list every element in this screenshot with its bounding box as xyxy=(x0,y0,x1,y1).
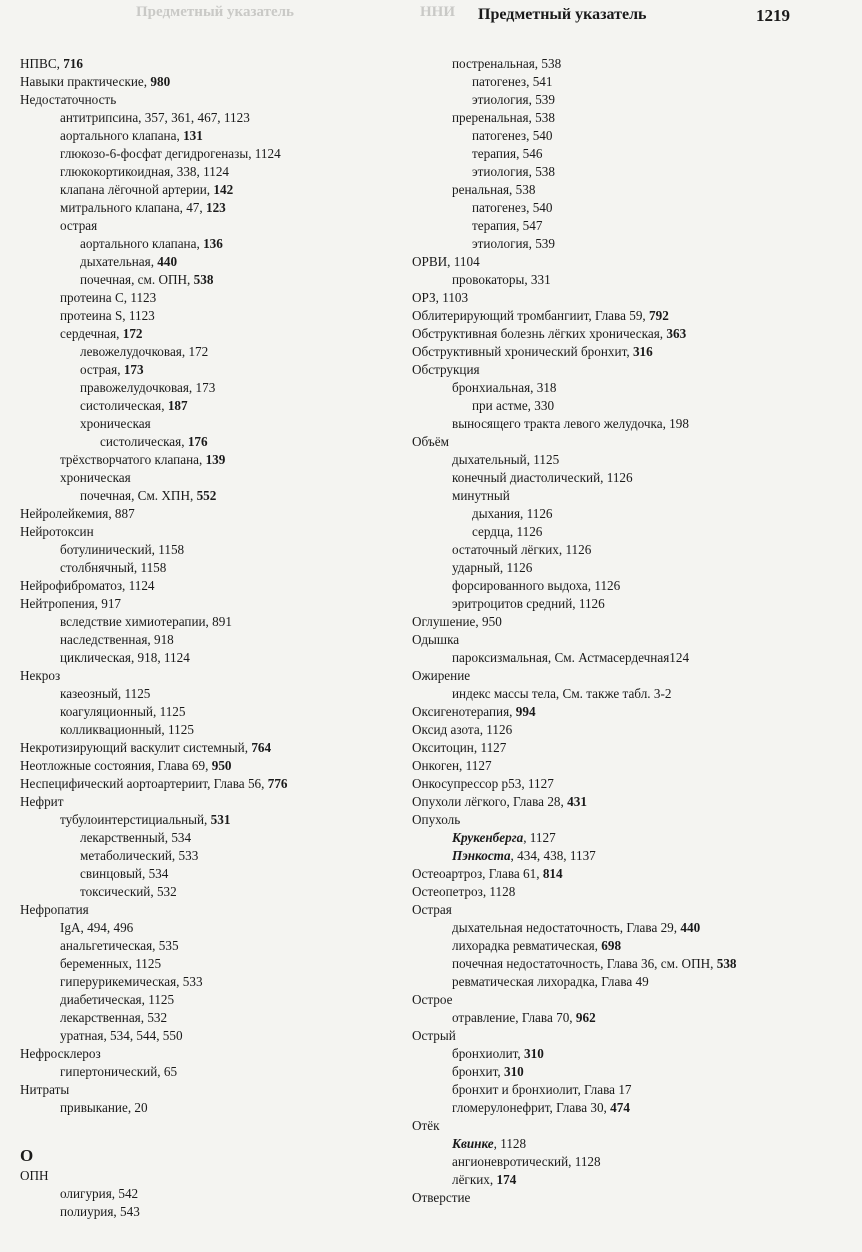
entry-text: Нейтропения, 917 xyxy=(20,596,122,611)
index-entry xyxy=(412,145,812,163)
index-entry xyxy=(412,685,812,703)
entry-text: анальгетическая, 535 xyxy=(60,938,179,953)
index-entry xyxy=(412,847,812,865)
entry-text: ОРВИ, 1104 xyxy=(412,254,480,269)
entry-text: бронхиолит, xyxy=(452,1046,525,1061)
entry-text: хроническая xyxy=(80,416,151,431)
entry-text: бронхит, xyxy=(452,1064,504,1079)
index-entry xyxy=(20,145,420,163)
index-entry xyxy=(20,847,420,865)
index-entry xyxy=(412,613,812,631)
index-entry xyxy=(412,55,812,73)
entry-text: преренальная, 538 xyxy=(452,110,555,125)
entry-text: ударный, 1126 xyxy=(452,560,533,575)
entry-text: при астме, 330 xyxy=(472,398,555,413)
entry-text: сердца, 1126 xyxy=(472,524,543,539)
entry-text: митрального клапана, 47, xyxy=(60,200,206,215)
index-entry xyxy=(20,343,420,361)
entry-text: дыхательный, 1125 xyxy=(452,452,560,467)
index-entry xyxy=(20,505,420,523)
entry-main-page: 173 xyxy=(123,362,144,377)
entry-main-page: 172 xyxy=(122,326,143,341)
index-entry xyxy=(412,1045,812,1063)
index-entry xyxy=(20,451,420,469)
section-letter-heading: О xyxy=(20,1146,34,1165)
index-entry xyxy=(20,1203,420,1221)
index-column-right xyxy=(412,55,812,1207)
entry-eponym: Крукенберга xyxy=(452,830,524,845)
entry-text: , 1128 xyxy=(493,1136,527,1151)
entry-text: антитрипсина, 357, 361, 467, 1123 xyxy=(60,110,250,125)
index-entry xyxy=(20,1081,420,1099)
section-gap xyxy=(20,1117,420,1135)
entry-text: эритроцитов средний, 1126 xyxy=(452,596,605,611)
index-entry xyxy=(412,523,812,541)
entry-text: гипертонический, 65 xyxy=(60,1064,178,1079)
entry-text: олигурия, 542 xyxy=(60,1186,139,1201)
index-entry xyxy=(20,919,420,937)
entry-main-page: 363 xyxy=(666,326,687,341)
index-entry xyxy=(412,631,812,649)
index-entry xyxy=(412,1081,812,1099)
entry-text: лекарственный, 534 xyxy=(80,830,192,845)
index-entry xyxy=(20,1027,420,1045)
index-entry xyxy=(412,559,812,577)
index-entry xyxy=(412,793,812,811)
index-entry xyxy=(412,757,812,775)
entry-main-page: 764 xyxy=(251,740,272,755)
index-entry xyxy=(20,235,420,253)
entry-text: этиология, 538 xyxy=(472,164,555,179)
index-entry xyxy=(20,613,420,631)
entry-text: постренальная, 538 xyxy=(452,56,562,71)
entry-text: токсический, 532 xyxy=(80,884,177,899)
entry-main-page: 174 xyxy=(496,1172,517,1187)
entry-text: трёхстворчатого клапана, xyxy=(60,452,206,467)
index-entry xyxy=(20,703,420,721)
index-entry xyxy=(20,559,420,577)
index-entry xyxy=(412,271,812,289)
entry-main-page: 552 xyxy=(196,488,217,503)
index-entry xyxy=(20,865,420,883)
entry-text: казеозный, 1125 xyxy=(60,686,151,701)
index-column-left xyxy=(20,55,420,1221)
entry-text: Навыки практические, xyxy=(20,74,151,89)
index-entry xyxy=(412,595,812,613)
index-entry xyxy=(412,919,812,937)
entry-text: почечная недостаточность, Глава 36, см. ОПН, xyxy=(452,956,717,971)
entry-text: почечная, См. ХПН, xyxy=(80,488,197,503)
index-entry xyxy=(412,505,812,523)
index-entry xyxy=(412,487,812,505)
entry-text: Недостаточность xyxy=(20,92,117,107)
index-entry xyxy=(412,721,812,739)
entry-text: Обструкция xyxy=(412,362,480,377)
entry-text: терапия, 546 xyxy=(472,146,543,161)
entry-text: свинцовый, 534 xyxy=(80,866,169,881)
entry-text: индекс массы тела, См. также табл. 3-2 xyxy=(452,686,672,701)
entry-text: отравление, Глава 70, xyxy=(452,1010,576,1025)
index-entry xyxy=(412,1189,812,1207)
index-entry xyxy=(412,1117,812,1135)
entry-eponym: Квинке xyxy=(452,1136,494,1151)
index-entry xyxy=(20,1045,420,1063)
index-entry xyxy=(20,667,420,685)
entry-text: патогенез, 540 xyxy=(472,200,553,215)
index-entry xyxy=(412,307,812,325)
index-entry xyxy=(20,181,420,199)
entry-text: коагуляционный, 1125 xyxy=(60,704,186,719)
index-entry xyxy=(412,811,812,829)
entry-text: Онкосупрессор p53, 1127 xyxy=(412,776,554,791)
entry-main-page: 131 xyxy=(183,128,203,143)
index-entry xyxy=(20,901,420,919)
entry-main-page: 716 xyxy=(63,56,84,71)
entry-text: Обструктивный хронический бронхит, xyxy=(412,344,633,359)
index-entry xyxy=(412,217,812,235)
entry-text: беременных, 1125 xyxy=(60,956,162,971)
entry-text: уратная, 534, 544, 550 xyxy=(60,1028,183,1043)
index-entry xyxy=(412,577,812,595)
entry-text: Опухоль xyxy=(412,812,461,827)
index-entry xyxy=(412,397,812,415)
entry-text: Острая xyxy=(412,902,452,917)
index-entry xyxy=(412,667,812,685)
index-entry xyxy=(20,811,420,829)
entry-text: Одышка xyxy=(412,632,460,647)
entry-text: привыкание, 20 xyxy=(60,1100,148,1115)
index-entry xyxy=(20,91,420,109)
entry-text: этиология, 539 xyxy=(472,236,555,251)
index-entry xyxy=(20,397,420,415)
index-entry xyxy=(412,955,812,973)
index-entry xyxy=(412,415,812,433)
index-entry xyxy=(412,361,812,379)
index-entry xyxy=(412,469,812,487)
entry-text: острая, xyxy=(80,362,124,377)
entry-main-page: 136 xyxy=(203,236,223,251)
entry-main-page: 814 xyxy=(542,866,563,881)
index-entry xyxy=(412,775,812,793)
entry-main-page: 538 xyxy=(716,956,737,971)
index-entry xyxy=(20,289,420,307)
entry-text: Нейротоксин xyxy=(20,524,94,539)
entry-main-page: 776 xyxy=(267,776,288,791)
entry-text: остаточный лёгких, 1126 xyxy=(452,542,592,557)
entry-text: , 1127 xyxy=(523,830,556,845)
entry-text: Нефропатия xyxy=(20,902,89,917)
index-entry xyxy=(20,307,420,325)
entry-main-page: 316 xyxy=(632,344,653,359)
entry-main-page: 176 xyxy=(187,434,208,449)
entry-text: систолическая, xyxy=(80,398,168,413)
index-entry xyxy=(20,109,420,127)
entry-text: терапия, 547 xyxy=(472,218,543,233)
entry-text: форсированного выдоха, 1126 xyxy=(452,578,621,593)
entry-text: диабетическая, 1125 xyxy=(60,992,175,1007)
entry-text: Острое xyxy=(412,992,453,1007)
index-entry xyxy=(412,73,812,91)
entry-text: Объём xyxy=(412,434,449,449)
entry-text: Отверстие xyxy=(412,1190,471,1205)
bleed-through-header-left: Предметный указатель xyxy=(136,4,294,20)
entry-text: протеина S, 1123 xyxy=(60,308,155,323)
page-number: 1219 xyxy=(756,6,790,25)
entry-text: лёгких, xyxy=(452,1172,497,1187)
entry-text: дыхания, 1126 xyxy=(472,506,553,521)
index-entry xyxy=(412,703,812,721)
index-entry xyxy=(412,739,812,757)
index-entry xyxy=(412,253,812,271)
entry-text: Оксид азота, 1126 xyxy=(412,722,513,737)
entry-text: Неотложные состояния, Глава 69, xyxy=(20,758,212,773)
entry-text: минутный xyxy=(452,488,510,503)
index-entry xyxy=(20,739,420,757)
index-entry xyxy=(20,973,420,991)
entry-main-page: 310 xyxy=(503,1064,524,1079)
entry-text: конечный диастолический, 1126 xyxy=(452,470,633,485)
entry-main-page: 139 xyxy=(205,452,226,467)
entry-main-page: 431 xyxy=(567,794,587,809)
entry-text: Нейрофиброматоз, 1124 xyxy=(20,578,155,593)
index-entry xyxy=(20,415,420,433)
index-entry xyxy=(20,1009,420,1027)
index-entry xyxy=(20,541,420,559)
entry-main-page: 187 xyxy=(167,398,188,413)
entry-text: этиология, 539 xyxy=(472,92,555,107)
index-entry xyxy=(20,721,420,739)
index-entry xyxy=(412,1099,812,1117)
entry-eponym: Пэнкоста xyxy=(452,848,511,863)
index-entry xyxy=(20,433,420,451)
entry-text: Неспецифический аортоартериит, Глава 56, xyxy=(20,776,268,791)
entry-text: гиперурикемическая, 533 xyxy=(60,974,203,989)
index-entry xyxy=(412,883,812,901)
index-entry xyxy=(20,271,420,289)
index-entry xyxy=(20,199,420,217)
entry-text: Окситоцин, 1127 xyxy=(412,740,507,755)
index-entry xyxy=(20,361,420,379)
entry-text: Нитраты xyxy=(20,1082,70,1097)
index-entry xyxy=(20,217,420,235)
entry-text: ревматическая лихорадка, Глава 49 xyxy=(452,974,649,989)
entry-main-page: 310 xyxy=(524,1046,544,1061)
index-entry xyxy=(412,1063,812,1081)
entry-text: клапана лёгочной артерии, xyxy=(60,182,214,197)
entry-text: лихорадка ревматическая, xyxy=(452,938,602,953)
entry-text: Онкоген, 1127 xyxy=(412,758,492,773)
entry-text: тубулоинтерстициальный, xyxy=(60,812,211,827)
index-entry xyxy=(20,829,420,847)
index-entry xyxy=(20,955,420,973)
entry-text: правожелудочковая, 173 xyxy=(80,380,216,395)
entry-text: выносящего тракта левого желудочка, 198 xyxy=(452,416,689,431)
entry-text: бронхит и бронхиолит, Глава 17 xyxy=(452,1082,632,1097)
entry-text: дыхательная, xyxy=(80,254,158,269)
entry-text: гломерулонефрит, Глава 30, xyxy=(452,1100,611,1115)
entry-main-page: 950 xyxy=(211,758,232,773)
index-entry xyxy=(412,865,812,883)
entry-text: сердечная, xyxy=(60,326,123,341)
index-entry xyxy=(20,379,420,397)
entry-text: патогенез, 540 xyxy=(472,128,553,143)
index-entry xyxy=(412,91,812,109)
entry-text: Нефросклероз xyxy=(20,1046,101,1061)
entry-text: аортального клапана, xyxy=(60,128,184,143)
entry-text: Острый xyxy=(412,1028,456,1043)
entry-text: циклическая, 918, 1124 xyxy=(60,650,190,665)
index-entry xyxy=(412,649,812,667)
index-entry xyxy=(412,973,812,991)
index-entry xyxy=(20,1099,420,1117)
entry-main-page: 792 xyxy=(649,308,669,323)
entry-text: ОРЗ, 1103 xyxy=(412,290,469,305)
index-entry xyxy=(412,1135,812,1153)
entry-text: левожелудочковая, 172 xyxy=(80,344,209,359)
entry-main-page: 531 xyxy=(210,812,231,827)
index-entry xyxy=(412,1153,812,1171)
entry-main-page: 474 xyxy=(610,1100,630,1115)
index-entry xyxy=(20,523,420,541)
index-entry xyxy=(20,487,420,505)
entry-text: пароксизмальная, См. Астмасердечная124 xyxy=(452,650,690,665)
index-entry xyxy=(412,235,812,253)
index-entry xyxy=(412,163,812,181)
entry-text: Некротизирующий васкулит системный, xyxy=(20,740,252,755)
index-entry xyxy=(20,127,420,145)
entry-text: Остеоартроз, Глава 61, xyxy=(412,866,543,881)
entry-text: Оксигенотерапия, xyxy=(412,704,516,719)
index-entry xyxy=(20,883,420,901)
entry-text: метаболический, 533 xyxy=(80,848,199,863)
entry-main-page: 994 xyxy=(515,704,536,719)
index-entry xyxy=(412,325,812,343)
entry-text: Отёк xyxy=(412,1118,440,1133)
bleed-through-header-mid: ННИ xyxy=(420,4,456,20)
index-entry xyxy=(20,469,420,487)
index-entry xyxy=(20,649,420,667)
index-entry xyxy=(412,181,812,199)
entry-text: глюкозо-6-фосфат дегидрогеназы, 1124 xyxy=(60,146,281,161)
index-entry xyxy=(412,829,812,847)
index-entry xyxy=(20,595,420,613)
index-entry xyxy=(412,343,812,361)
entry-text: Некроз xyxy=(20,668,61,683)
entry-text: Опухоли лёгкого, Глава 28, xyxy=(412,794,568,809)
entry-text: хроническая xyxy=(60,470,131,485)
index-entry xyxy=(412,937,812,955)
index-entry xyxy=(412,1027,812,1045)
index-entry xyxy=(20,55,420,73)
index-entry xyxy=(20,1185,420,1203)
entry-text: острая xyxy=(60,218,98,233)
entry-text: наследственная, 918 xyxy=(60,632,174,647)
entry-text: аортального клапана, xyxy=(80,236,204,251)
entry-text: дыхательная недостаточность, Глава 29, xyxy=(452,920,681,935)
entry-text: бронхиальная, 318 xyxy=(452,380,557,395)
index-entry xyxy=(20,163,420,181)
entry-text: почечная, см. ОПН, xyxy=(80,272,194,287)
entry-main-page: 698 xyxy=(601,938,622,953)
entry-text: лекарственная, 532 xyxy=(60,1010,168,1025)
entry-text: Нефрит xyxy=(20,794,64,809)
index-entry xyxy=(20,631,420,649)
entry-text: колликвационный, 1125 xyxy=(60,722,194,737)
entry-text: Облитерирующий тромбангиит, Глава 59, xyxy=(412,308,650,323)
entry-main-page: 980 xyxy=(150,74,171,89)
entry-text: ангионевротический, 1128 xyxy=(452,1154,601,1169)
entry-main-page: 440 xyxy=(157,254,178,269)
index-entry xyxy=(412,109,812,127)
index-entry xyxy=(20,991,420,1009)
entry-text: , 434, 438, 1137 xyxy=(510,848,596,863)
entry-text: провокаторы, 331 xyxy=(452,272,551,287)
entry-text: глюкокортикоидная, 338, 1124 xyxy=(60,164,230,179)
entry-text: полиурия, 543 xyxy=(60,1204,140,1219)
page-title: Предметный указатель xyxy=(478,6,647,23)
index-entry xyxy=(412,1009,812,1027)
index-entry xyxy=(20,685,420,703)
index-entry xyxy=(20,253,420,271)
entry-text: Остеопетроз, 1128 xyxy=(412,884,516,899)
entry-text: вследствие химиотерапии, 891 xyxy=(60,614,232,629)
entry-text: ренальная, 538 xyxy=(452,182,536,197)
index-entry xyxy=(20,757,420,775)
entry-main-page: 142 xyxy=(213,182,234,197)
entry-text: ОПН xyxy=(20,1168,49,1183)
entry-main-page: 440 xyxy=(680,920,701,935)
entry-text: IgA, 494, 496 xyxy=(60,920,134,935)
index-entry xyxy=(412,451,812,469)
index-entry xyxy=(20,937,420,955)
index-entry xyxy=(20,793,420,811)
index-entry xyxy=(20,775,420,793)
index-entry xyxy=(20,1167,420,1185)
entry-main-page: 538 xyxy=(193,272,214,287)
entry-text: ботулинический, 1158 xyxy=(60,542,185,557)
entry-text: НПВС, xyxy=(20,56,64,71)
index-entry xyxy=(20,1063,420,1081)
index-entry xyxy=(412,991,812,1009)
index-entry xyxy=(412,289,812,307)
index-entry xyxy=(412,901,812,919)
entry-main-page: 962 xyxy=(575,1010,596,1025)
index-entry xyxy=(20,325,420,343)
entry-text: Ожирение xyxy=(412,668,471,683)
index-entry xyxy=(20,577,420,595)
entry-main-page: 123 xyxy=(205,200,226,215)
entry-text: Обструктивная болезнь лёгких хроническая, xyxy=(412,326,667,341)
entry-text: Нейролейкемия, 887 xyxy=(20,506,135,521)
entry-text: Оглушение, 950 xyxy=(412,614,502,629)
index-entry xyxy=(412,433,812,451)
index-entry xyxy=(412,1171,812,1189)
index-entry xyxy=(412,127,812,145)
entry-text: систолическая, xyxy=(100,434,188,449)
index-entry xyxy=(412,541,812,559)
index-entry xyxy=(412,379,812,397)
entry-text: протеина C, 1123 xyxy=(60,290,157,305)
index-entry xyxy=(412,199,812,217)
entry-text: патогенез, 541 xyxy=(472,74,553,89)
entry-text: столбнячный, 1158 xyxy=(60,560,167,575)
index-entry xyxy=(20,73,420,91)
